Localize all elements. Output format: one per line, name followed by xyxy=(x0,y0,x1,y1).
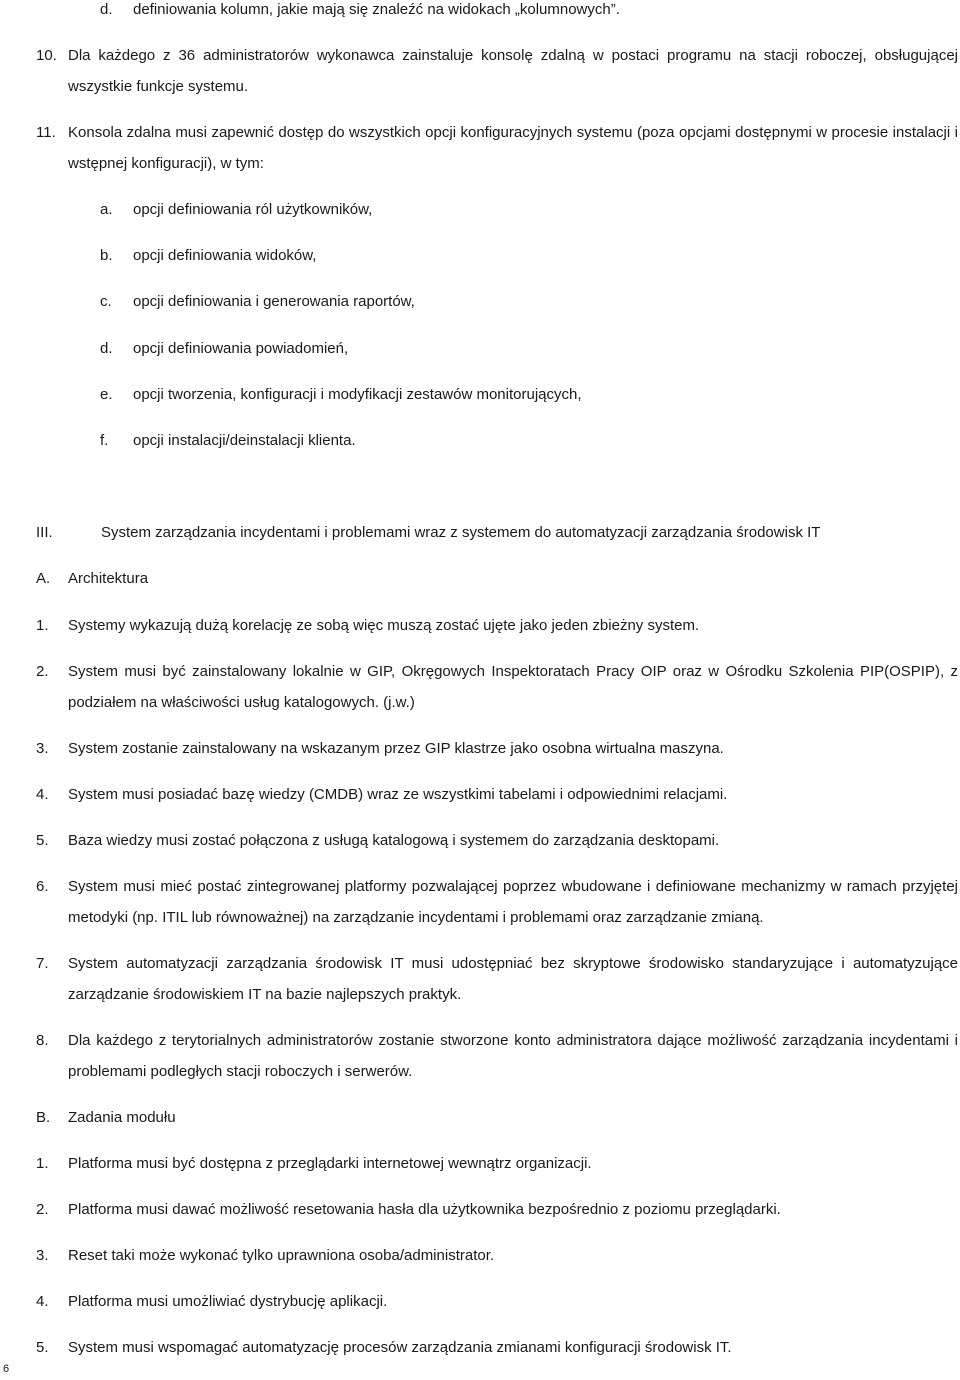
section-marker: B. xyxy=(36,1109,51,1126)
section-title: Zadania modułu xyxy=(68,1109,176,1126)
subsection-heading-a xyxy=(36,563,958,594)
sublist-item xyxy=(100,286,940,317)
list-item-text: opcji definiowania i generowania raportów, xyxy=(133,293,415,310)
sublist-item xyxy=(100,333,940,364)
list-item xyxy=(36,1286,958,1317)
list-item-text: System automatyzacji zarządzania środowisk IT musi udostępniać bez skryptowe środowisko standaryzujące i automatyzujące zarządzanie środowiskiem IT na bazie najlepszych praktyk. xyxy=(68,955,958,1003)
list-item xyxy=(36,779,958,810)
sublist-item xyxy=(100,379,940,410)
list-item-text: definiowania kolumn, jakie mają się znaleźć na widokach „kolumnowych”. xyxy=(133,1,620,18)
list-marker: 2. xyxy=(36,663,49,680)
list-item-text: Platforma musi być dostępna z przeglądarki internetowej wewnątrz organizacji. xyxy=(68,1155,592,1172)
page-number: 6 xyxy=(3,1363,10,1375)
section-marker: A. xyxy=(36,570,51,587)
list-item xyxy=(36,733,958,764)
list-marker: d. xyxy=(100,1,113,18)
list-item-text: Dla każdego z terytorialnych administratorów zostanie stworzone konto administratora dające możliwość zarządzania incydentami i problemami podległych stacji roboczych i serwerów. xyxy=(68,1032,958,1080)
list-item xyxy=(100,0,940,25)
list-item xyxy=(36,656,958,718)
list-item xyxy=(36,1332,958,1363)
list-marker: 3. xyxy=(36,740,49,757)
list-item-text: opcji instalacji/deinstalacji klienta. xyxy=(133,432,356,449)
list-item xyxy=(36,1194,958,1225)
list-item-text: Systemy wykazują dużą korelację ze sobą więc muszą zostać ujęte jako jeden zbieżny system. xyxy=(68,617,700,634)
subsection-heading-b xyxy=(36,1102,958,1133)
list-item-text: opcji definiowania widoków, xyxy=(133,247,317,264)
list-marker: 10. xyxy=(36,47,57,64)
list-marker: 3. xyxy=(36,1247,49,1264)
list-marker: b. xyxy=(100,247,113,264)
list-item-text: Dla każdego z 36 administratorów wykonawca zainstaluje konsolę zdalną w postaci programu na stacji roboczej, obsługującej wszystkie funkcje systemu. xyxy=(68,47,958,95)
list-marker: 11. xyxy=(36,124,56,141)
list-item-text: Platforma musi dawać możliwość resetowania hasła dla użytkownika bezpośrednio z poziomu przeglądarki. xyxy=(68,1201,781,1218)
list-marker: d. xyxy=(100,340,113,357)
section-heading-iii xyxy=(36,517,958,548)
list-marker: 4. xyxy=(36,786,49,803)
list-item xyxy=(36,1025,958,1087)
list-item xyxy=(36,871,958,933)
list-item xyxy=(36,117,958,179)
section-title: Architektura xyxy=(68,570,149,587)
list-item-text: Konsola zdalna musi zapewnić dostęp do wszystkich opcji konfiguracyjnych systemu (poza opcjami dostępnymi w procesie instalacji i wstępnej konfiguracji), w tym: xyxy=(68,124,958,172)
sublist-item xyxy=(100,240,940,271)
list-marker: 2. xyxy=(36,1201,49,1218)
list-item-text: Reset taki może wykonać tylko uprawniona osoba/administrator. xyxy=(68,1247,495,1264)
list-item-text: System musi posiadać bazę wiedzy (CMDB) wraz ze wszystkimi tabelami i odpowiednimi relacjami. xyxy=(68,786,728,803)
section-title: System zarządzania incydentami i problemami wraz z systemem do automatyzacji zarządzania środowisk IT xyxy=(101,524,821,541)
list-marker: 1. xyxy=(36,617,49,634)
list-item-text: opcji tworzenia, konfiguracji i modyfikacji zestawów monitorujących, xyxy=(133,386,582,403)
list-marker: c. xyxy=(100,293,112,310)
list-item-text: Platforma musi umożliwiać dystrybucję aplikacji. xyxy=(68,1293,388,1310)
list-marker: 5. xyxy=(36,1339,49,1356)
list-item-text: System musi wspomagać automatyzację procesów zarządzania zmianami konfiguracji środowisk IT. xyxy=(68,1339,732,1356)
list-marker: 8. xyxy=(36,1032,49,1049)
list-item-text: Baza wiedzy musi zostać połączona z usługą katalogową i systemem do zarządzania desktopami. xyxy=(68,832,720,849)
list-marker: 5. xyxy=(36,832,49,849)
list-item xyxy=(36,610,958,641)
sublist-item xyxy=(100,425,940,456)
list-item-text: System zostanie zainstalowany na wskazanym przez GIP klastrze jako osobna wirtualna maszyna. xyxy=(68,740,724,757)
list-item xyxy=(36,1148,958,1179)
list-item-text: System musi mieć postać zintegrowanej platformy pozwalającej poprzez wbudowane i definiowane mechanizmy w ramach przyjętej metodyki (np. ITIL lub równoważnej) na zarządzanie incydentami i problemami oraz zarządzanie zmianą. xyxy=(68,878,958,926)
list-marker: f. xyxy=(100,432,109,449)
list-item xyxy=(36,40,958,102)
list-item xyxy=(36,948,958,1010)
list-marker: 6. xyxy=(36,878,49,895)
list-item xyxy=(36,825,958,856)
list-item xyxy=(36,1240,958,1271)
list-marker: e. xyxy=(100,386,113,403)
list-marker: 1. xyxy=(36,1155,49,1172)
list-marker: a. xyxy=(100,201,113,218)
list-marker: 7. xyxy=(36,955,49,972)
list-marker: 4. xyxy=(36,1293,49,1310)
section-marker: III. xyxy=(36,524,53,541)
list-item-text: opcji definiowania ról użytkowników, xyxy=(133,201,373,218)
list-item-text: opcji definiowania powiadomień, xyxy=(133,340,349,357)
list-item-text: System musi być zainstalowany lokalnie w GIP, Okręgowych Inspektoratach Pracy OIP oraz w Ośrodku Szkolenia PIP(OSPIP), z podziałem na właściwości usług katalogowych. (j.w.) xyxy=(68,663,958,711)
sublist-item xyxy=(100,194,940,225)
